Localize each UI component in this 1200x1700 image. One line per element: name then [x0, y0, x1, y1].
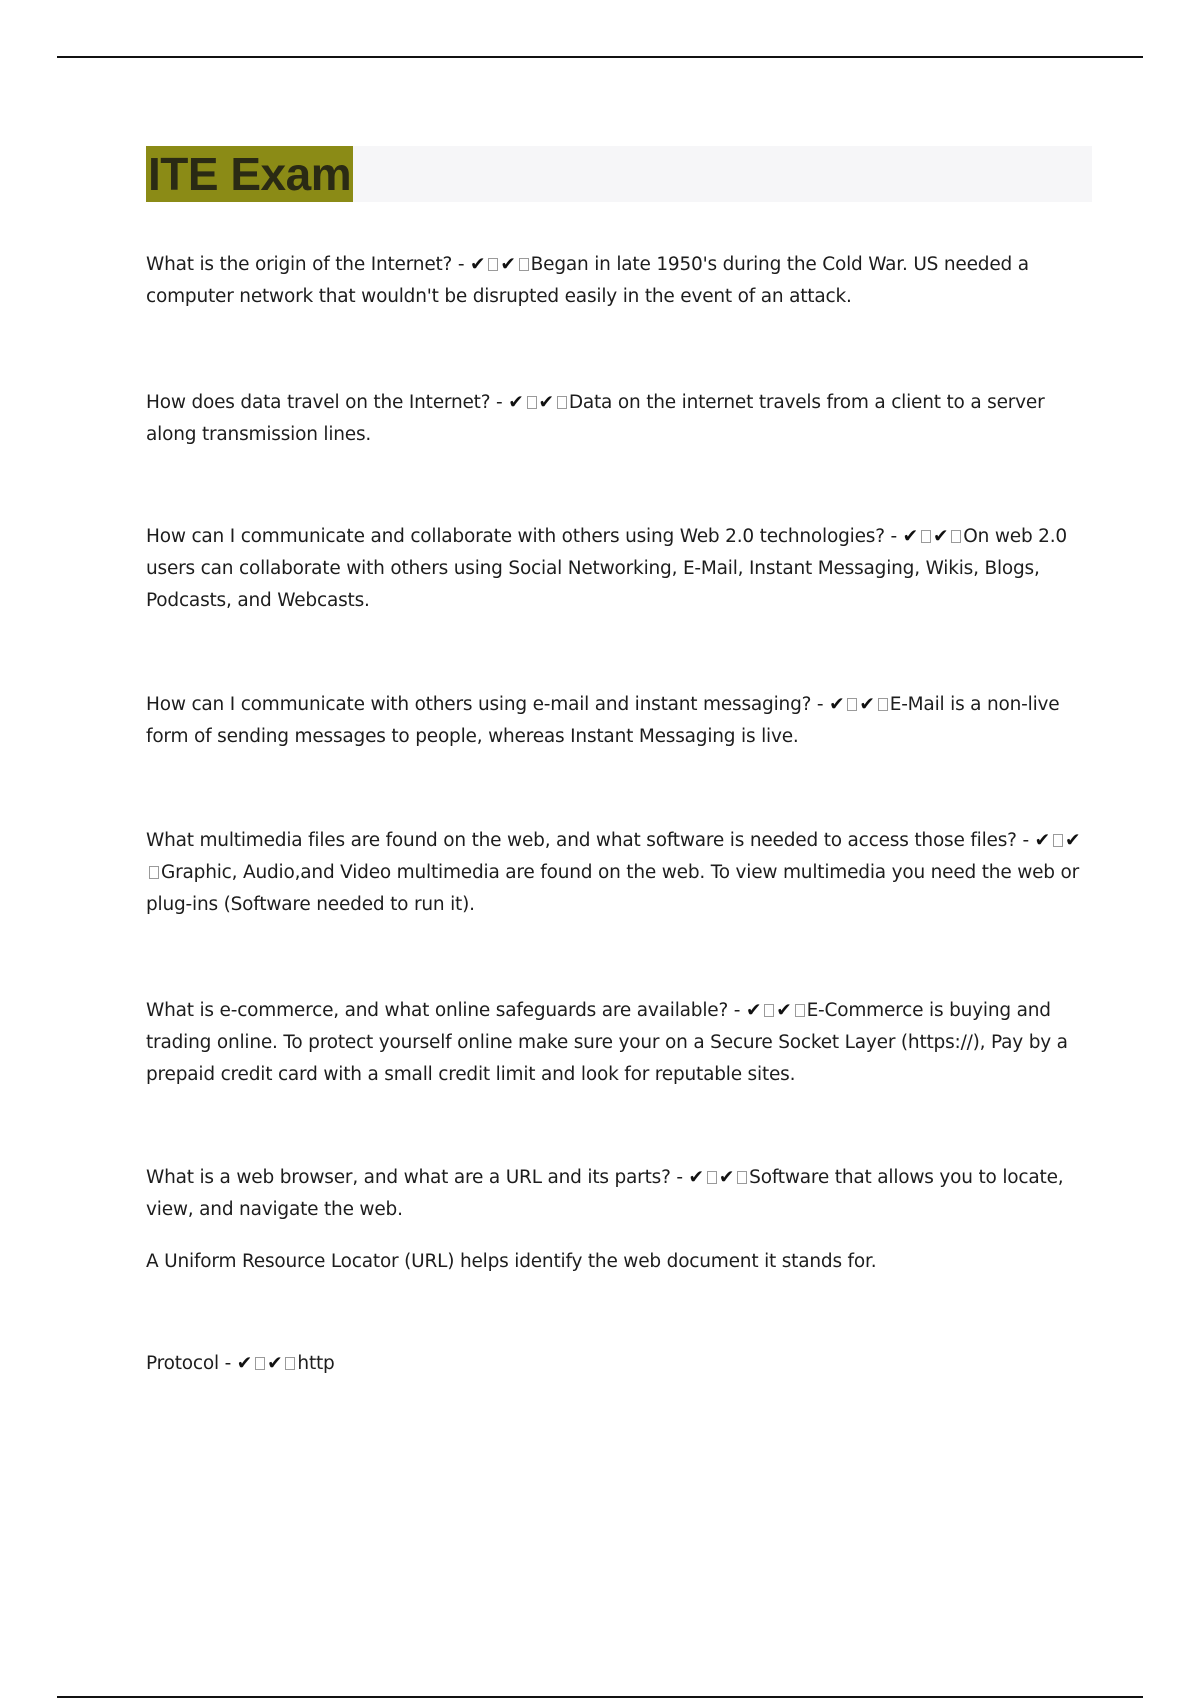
answer-text: E-Mail is a non-live form of sending messages to people, whereas Instant Messaging is live. — [146, 694, 1060, 747]
qa-item — [146, 521, 1091, 617]
answer-continuation: A Uniform Resource Locator (URL) helps identify the web document it stands for. — [146, 1251, 877, 1272]
box-icon — [921, 530, 931, 543]
check-icon: ✔ — [745, 1000, 762, 1021]
answer-text: Data on the internet travels from a client to a server along transmission lines. — [146, 392, 1045, 445]
qa-item — [146, 1162, 1091, 1226]
check-icon: ✔ — [508, 392, 524, 413]
check-icon: ✔ — [718, 1167, 735, 1188]
answer-text: On web 2.0 users can collaborate with others using Social Networking, E-Mail, Instant Messaging, Wikis, Blogs, Podcasts, and Webcasts. — [146, 526, 1068, 611]
question-text: How can I communicate and collaborate with others using Web 2.0 technologies? - — [146, 526, 903, 547]
box-icon — [519, 258, 529, 271]
answer-text: E-Commerce is buying and trading online. To protect yourself online make sure your on a Secure Socket Layer (https://), Pay by a prepaid credit card with a small credit limit and look for reputable sites. — [146, 1000, 1068, 1085]
footer-rule — [57, 1696, 1143, 1698]
check-icon: ✔ — [470, 254, 486, 275]
box-icon — [149, 866, 159, 879]
box-icon — [764, 1004, 774, 1017]
question-text: How does data travel on the Internet? - — [146, 392, 509, 413]
box-icon — [527, 396, 537, 409]
check-icon: ✔ — [859, 694, 875, 715]
box-icon — [488, 258, 498, 271]
check-icon: ✔ — [538, 392, 554, 413]
check-icon: ✔ — [776, 1000, 792, 1021]
box-icon — [557, 396, 567, 409]
qa-item — [146, 689, 1091, 753]
box-icon — [847, 698, 857, 711]
answer-text: http — [297, 1353, 335, 1374]
header-rule — [57, 56, 1143, 58]
answer-text: Graphic, Audio,and Video multimedia are found on the web. To view multimedia you need the web or plug-ins (Software needed to run it). — [146, 862, 1080, 915]
check-icon: ✔ — [1064, 830, 1081, 851]
qa-item — [146, 995, 1091, 1091]
answer-text: Software that allows you to locate, view, and navigate the web. — [146, 1167, 1064, 1220]
check-icon: ✔ — [500, 254, 516, 275]
box-icon — [255, 1357, 265, 1370]
box-icon — [737, 1171, 747, 1184]
qa-item — [146, 387, 1091, 451]
question-text: What is the origin of the Internet? - — [146, 254, 471, 275]
box-icon — [285, 1357, 295, 1370]
qa-item — [146, 249, 1091, 313]
box-icon — [707, 1171, 717, 1184]
check-icon: ✔ — [1034, 830, 1050, 851]
box-icon — [795, 1004, 805, 1017]
question-text: How can I communicate with others using e-mail and instant messaging? - — [146, 694, 830, 715]
box-icon — [951, 530, 961, 543]
question-text: Protocol - — [146, 1353, 237, 1374]
check-icon: ✔ — [236, 1353, 253, 1374]
question-text: What multimedia files are found on the web, and what software is needed to access those files? - — [146, 830, 1035, 851]
box-icon — [878, 698, 888, 711]
check-icon: ✔ — [267, 1353, 283, 1374]
question-text: What is a web browser, and what are a URL and its parts? - — [146, 1167, 689, 1188]
box-icon — [1053, 834, 1063, 847]
check-icon: ✔ — [688, 1167, 704, 1188]
answer-text: Began in late 1950's during the Cold War. US needed a computer network that wouldn't be disrupted easily in the event of an attack. — [146, 254, 1029, 307]
page-title: ITE Exam — [148, 148, 352, 200]
check-icon: ✔ — [932, 526, 949, 547]
check-icon: ✔ — [902, 526, 918, 547]
qa-item — [146, 1348, 1091, 1380]
check-icon: ✔ — [829, 694, 845, 715]
question-text: What is e-commerce, and what online safeguards are available? - — [146, 1000, 746, 1021]
qa-item — [146, 825, 1091, 921]
